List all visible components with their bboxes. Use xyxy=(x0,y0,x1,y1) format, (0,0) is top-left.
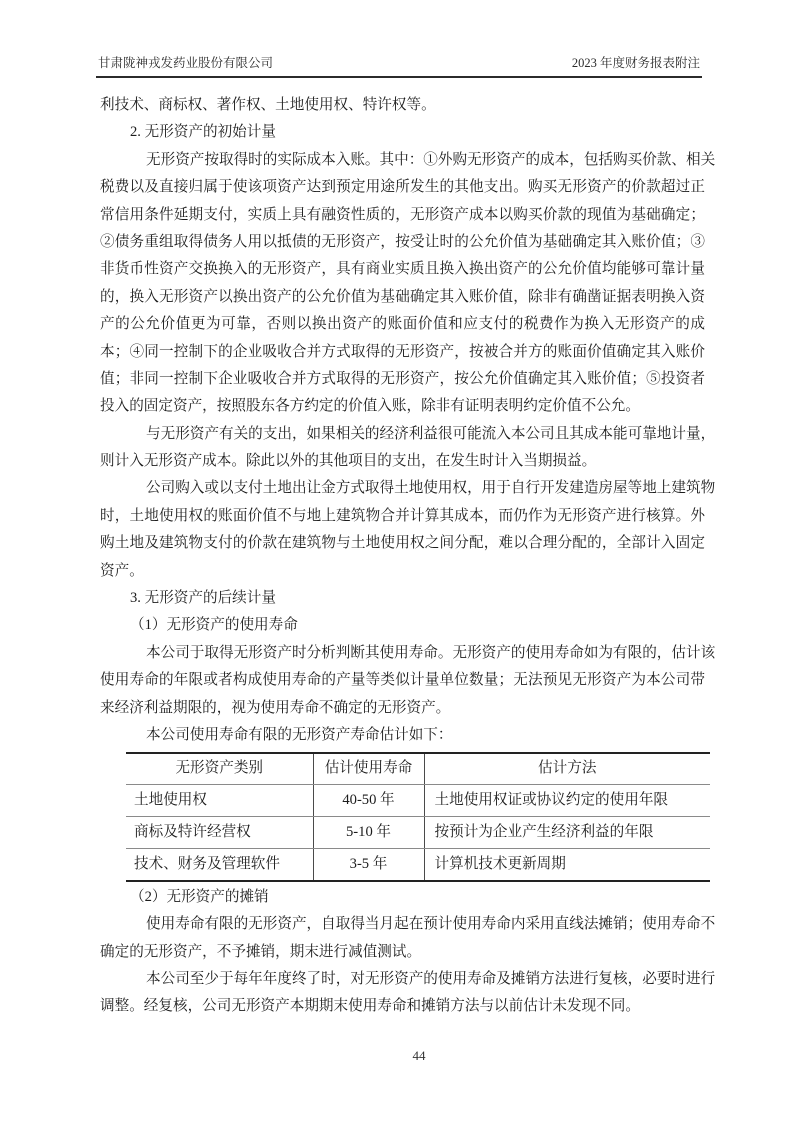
column-header-estimation-method: 估计方法 xyxy=(424,753,710,784)
text-line: 确定的无形资产，不予摊销，期末进行减值测试。 xyxy=(100,943,422,960)
useful-life-table xyxy=(126,752,710,881)
text-line: 投入的固定资产，按照股东各方约定的价值入账，除非有证明表明约定价值不公允。 xyxy=(100,398,640,415)
text-line: 税费以及直接归属于使该项资产达到预定用途所发生的其他支出。购买无形资产的价款超过正 xyxy=(100,179,705,196)
text-line: 的，换入无形资产以换出资产的公允价值为基础确定其入账价值，除非有确凿证据表明换入资 xyxy=(100,288,705,305)
text-line: 值；非同一控制下企业吸收合并方式取得的无形资产，按公允价值确定其入账价值；⑤投资者 xyxy=(100,370,705,387)
document-body xyxy=(100,92,716,1021)
text-line: 使用寿命的年限或者构成使用寿命的产量等类似计量单位数量；无法预见无形资产为本公司带 xyxy=(100,672,705,689)
text-line: 无形资产按取得时的实际成本入账。其中：①外购无形资产的成本，包括购买价款、相关 xyxy=(146,151,716,168)
section-heading-useful-life: （1）无形资产的使用寿命 xyxy=(130,617,298,634)
section-heading-amortization: （2）无形资产的摊销 xyxy=(130,888,269,905)
cell-category: 商标及特许经营权 xyxy=(126,816,313,848)
cell-life: 40-50 年 xyxy=(313,784,424,816)
cell-life: 5-10 年 xyxy=(313,816,424,848)
text-line: 使用寿命有限的无形资产，自取得当月起在预计使用寿命内采用直线法摊销；使用寿命不 xyxy=(146,916,716,933)
cell-method: 按预计为企业产生经济利益的年限 xyxy=(424,816,710,848)
column-header-category: 无形资产类别 xyxy=(126,753,313,784)
header-doc-title: 2023 年度财务报表附注 xyxy=(571,56,700,70)
text-line: 来经济利益期限的，视为使用寿命不确定的无形资产。 xyxy=(100,699,451,716)
text-line: 常信用条件延期支付，实质上具有融资性质的，无形资产成本以购买价款的现值为基础确定； xyxy=(100,206,705,223)
text-line: 利技术、商标权、著作权、土地使用权、特许权等。 xyxy=(100,97,436,113)
cell-life: 3-5 年 xyxy=(313,848,424,881)
cell-category: 土地使用权 xyxy=(126,784,313,816)
text-line: 本公司于取得无形资产时分析判断其使用寿命。无形资产的使用寿命如为有限的，估计该 xyxy=(146,644,716,661)
section-heading-subsequent-measurement: 3. 无形资产的后续计量 xyxy=(130,590,276,607)
text-line: 则计入无形资产成本。除此以外的其他项目的支出，在发生时计入当期损益。 xyxy=(100,453,597,470)
text-line: 本；④同一控制下的企业吸收合并方式取得的无形资产，按被合并方的账面价值确定其入账价 xyxy=(100,343,705,360)
text-line: ②债务重组取得债务人用以抵债的无形资产，按受让时的公允价值为基础确定其入账价值；③ xyxy=(100,233,705,250)
section-heading-initial-measurement: 2. 无形资产的初始计量 xyxy=(130,124,276,141)
text-line: 非货币性资产交换换入的无形资产，具有商业实质且换入换出资产的公允价值均能够可靠计量 xyxy=(100,261,705,278)
cell-category: 技术、财务及管理软件 xyxy=(126,848,313,881)
table-row xyxy=(126,848,710,881)
page-header xyxy=(96,53,702,78)
page-number: 44 xyxy=(412,1048,426,1063)
table-row xyxy=(126,784,710,816)
column-header-estimated-life: 估计使用寿命 xyxy=(313,753,424,784)
table-intro-line: 本公司使用寿命有限的无形资产寿命估计如下： xyxy=(146,726,453,743)
table-header-row xyxy=(126,753,710,784)
text-line: 调整。经复核，公司无形资产本期期末使用寿命和摊销方法与以前估计未发现不同。 xyxy=(100,998,640,1015)
text-line: 时，土地使用权的账面价值不与地上建筑物合并计算其成本，而仍作为无形资产进行核算。外 xyxy=(100,507,705,524)
text-line: 与无形资产有关的支出，如果相关的经济利益很可能流入本公司且其成本能可靠地计量， xyxy=(146,425,716,442)
text-line: 购土地及建筑物支付的价款在建筑物与土地使用权之间分配，难以合理分配的，全部计入固定 xyxy=(100,535,705,552)
text-line: 资产。 xyxy=(100,562,144,579)
cell-method: 土地使用权证或协议约定的使用年限 xyxy=(424,784,710,816)
text-line: 产的公允价值更为可靠，否则以换出资产的账面价值和应支付的税费作为换入无形资产的成 xyxy=(100,316,705,333)
table-row xyxy=(126,816,710,848)
header-company-name: 甘肃陇神戎发药业股份有限公司 xyxy=(98,56,274,70)
text-line: 公司购入或以支付土地出让金方式取得土地使用权，用于自行开发建造房屋等地上建筑物 xyxy=(146,480,716,497)
cell-method: 计算机技术更新周期 xyxy=(434,855,566,872)
text-line: 本公司至少于每年年度终了时，对无形资产的使用寿命及摊销方法进行复核，必要时进行 xyxy=(146,970,716,987)
useful-life-table-wrapper xyxy=(126,752,705,881)
